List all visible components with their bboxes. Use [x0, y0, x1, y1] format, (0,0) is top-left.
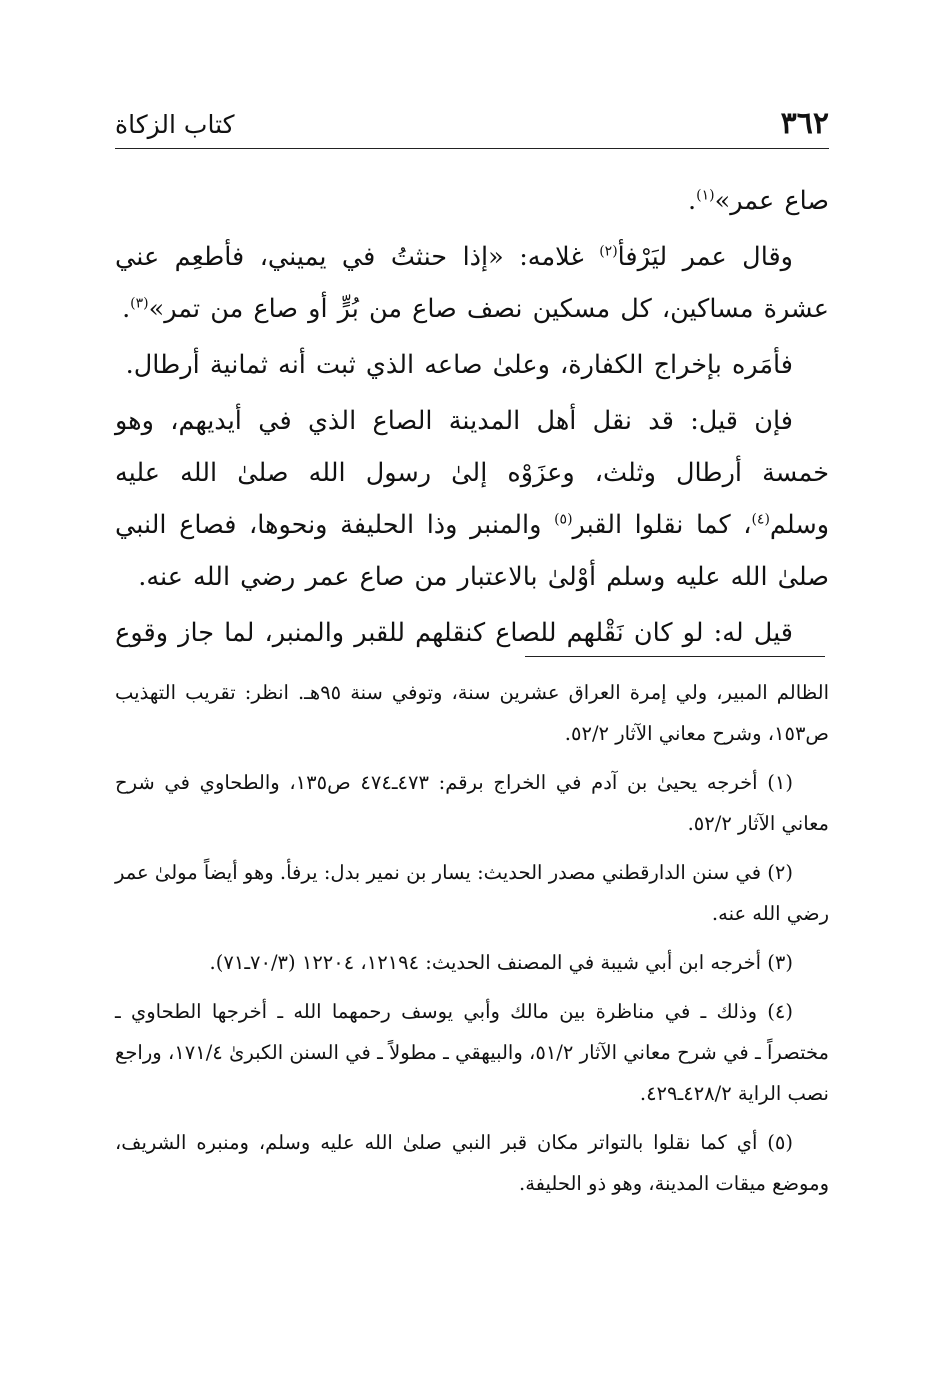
paragraph-1 [115, 175, 829, 227]
main-text [115, 175, 829, 663]
paragraph-text: والمنبر وذا الحليفة ونحوها، فصاع النبي صلىٰ الله عليه وسلم أوْلىٰ بالاعتبار من صاع عمر رضي الله عنه. [115, 510, 829, 592]
paragraph-tail: . [122, 294, 131, 324]
footnote-divider [525, 656, 825, 657]
footnote-ref-1: (١) [696, 187, 715, 204]
footnote-ref-2: (٢) [599, 243, 618, 260]
paragraph-text: صاع عمر» [714, 186, 829, 216]
footnote-1: (١) أخرجه يحيىٰ بن آدم في الخراج برقم: ٤٧٣ـ٤٧٤ ص١٣٥، والطحاوي في شرح معاني الآثار ٥٢/٢. [115, 771, 829, 835]
footnote-3: (٣) أخرجه ابن أبي شيبة في المصنف الحديث: ١٢١٩٤، ١٢٢٠٤ (٧٠/٣ـ٧١). [209, 951, 793, 974]
paragraph-text: وقال عمر ليَرْفأ [617, 242, 793, 272]
page-number: ٣٦٢ [780, 106, 829, 141]
paragraph-text: فأمَره بإخراج الكفارة، وعلىٰ صاعه الذي ثبت أنه ثمانية أرطال. [125, 350, 793, 380]
paragraph-3 [115, 339, 829, 391]
paragraph-text: ، كما نقلوا القبر [572, 510, 752, 540]
book-title: كتاب الزكاة [115, 110, 235, 139]
footnote-ref-4: (٤) [751, 511, 770, 528]
paragraph-2 [115, 231, 829, 335]
paragraph-text: فإن قيل: قد نقل أهل المدينة الصاع الذي في أيديهم، وهو خمسة أرطال وثلث، وعزَوْه إلىٰ رسول الله صلىٰ الله عليه وسلم [115, 406, 830, 540]
paragraph-5 [115, 607, 829, 659]
footnote-4: (٤) وذلك ـ في مناظرة بين مالك وأبي يوسف رحمهما الله ـ أخرجها الطحاوي ـ مختصراً ـ في شرح معاني الآثار ٥١/٢، والبيهقي ـ مطولاً ـ في السنن الكبرىٰ ١٧١/٤، وراجع نصب الراية ٤٢٨/٢ـ٤٢٩. [115, 1000, 830, 1105]
page-header [115, 104, 829, 149]
footnote-continuation: الظالم المبير، ولي إمرة العراق عشرين سنة، وتوفي سنة ٩٥هـ. انظر: تقريب التهذيب ص١٥٣، وشرح معاني الآثار ٥٢/٢. [115, 681, 829, 745]
footnote-ref-5: (٥) [554, 511, 573, 528]
paragraph-text: قيل له: لو كان نَقْلهم للصاع كنقلهم للقبر والمنبر، لما جاز وقوع [115, 618, 793, 648]
footnote-5: (٥) أي كما نقلوا بالتواتر مكان قبر النبي صلىٰ الله عليه وسلم، ومنبره الشريف، وموضع ميقات المدينة، وهو ذو الحليفة. [115, 1131, 829, 1195]
paragraph-text: غلامه: «إذا حنثتُ في يميني، فأطعِم عني عشرة مساكين، كل مسكين نصف صاع من بُرٍّ أو صاع من تمر» [115, 242, 829, 324]
paragraph-4 [115, 395, 829, 603]
footnote-2: (٢) في سنن الدارقطني مصدر الحديث: يسار بن نمير بدل: يرفأ. وهو أيضاً مولىٰ عمر رضي الله عنه. [115, 861, 829, 925]
footnotes [115, 672, 829, 1212]
paragraph-tail: . [688, 186, 697, 216]
footnote-ref-3: (٣) [130, 295, 149, 312]
